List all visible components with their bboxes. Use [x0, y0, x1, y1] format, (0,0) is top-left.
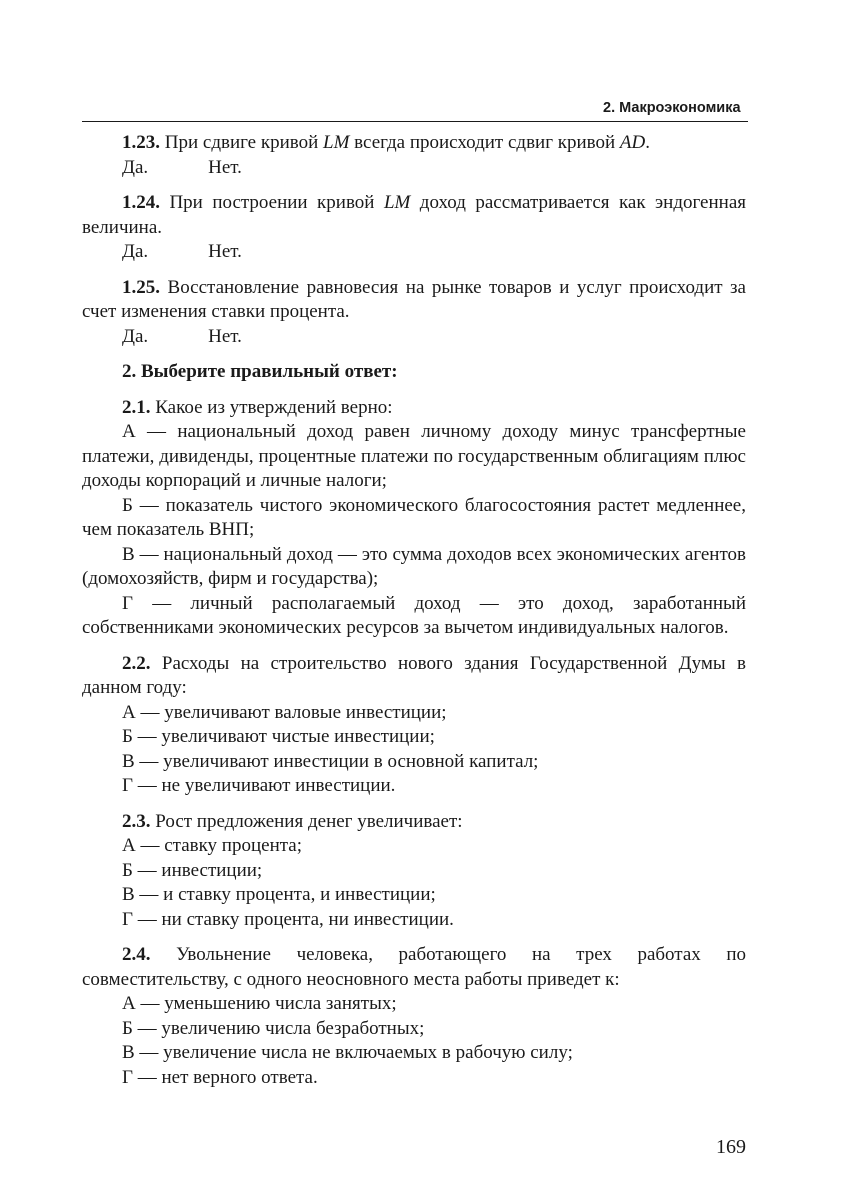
question-text	[82, 652, 746, 701]
question-text	[82, 943, 746, 992]
answer-option: Б — увеличению числа безработных;	[122, 1017, 425, 1039]
answer-option: В — и ставку процента, и инвестиции;	[122, 884, 436, 905]
question-block	[82, 652, 746, 799]
section-title: 2. Выберите правильный ответ:	[122, 361, 398, 382]
answer-choices	[82, 240, 746, 265]
answer-option: Б — инвестиции;	[122, 859, 263, 881]
statement-text	[82, 131, 746, 156]
question-number: 2.3.	[122, 810, 151, 832]
statement-block	[82, 276, 746, 350]
statement-body: При сдвиге кривой LM всегда происходит сдвиг кривой AD.	[160, 132, 650, 153]
question-body: Рост предложения денег увеличивает:	[155, 810, 463, 832]
header-rule	[82, 121, 748, 122]
statement-block	[82, 131, 746, 180]
answer-option: А — национальный доход равен личному доходу минус трансфертные платежи, дивиденды, процентные платежи по государственным облигациям плюс доходы корпораций и личные налоги;	[82, 421, 746, 491]
answer-option: Г — личный располагаемый доход — это доход, заработанный собственниками экономических ресурсов за вычетом индивидуальных налогов.	[82, 592, 746, 638]
answer-option: Б — показатель чистого экономического благосостояния растет медленнее, чем показатель ВНП;	[82, 494, 746, 540]
answer-option: А — ставку процента;	[122, 835, 302, 856]
answer-yes: Да.	[122, 241, 149, 262]
question-body: Расходы на строительство нового здания Государственной Думы в данном году:	[82, 652, 747, 698]
statement-body: Восстановление равновесия на рынке товаров и услуг происходит за счет изменения ставки процента.	[82, 276, 746, 322]
running-head: 2. Макроэкономика	[603, 100, 741, 116]
question-text	[82, 396, 746, 421]
question-block	[82, 810, 746, 933]
answer-option: В — национальный доход — это сумма доходов всех экономических агентов (домохозяйств, фирм и государства);	[82, 543, 746, 589]
page-number: 169	[716, 1136, 746, 1158]
question-block	[82, 943, 746, 1090]
statement-number: 1.25.	[122, 276, 160, 298]
answer-choices	[82, 325, 746, 350]
answer-option: А — увеличивают валовые инвестиции;	[122, 701, 447, 723]
answer-option: В — увеличение числа не включаемых в рабочую силу;	[122, 1042, 573, 1063]
statement-number: 1.23.	[122, 132, 160, 153]
statement-text	[82, 191, 746, 240]
answer-option: Г — нет верного ответа.	[122, 1066, 318, 1088]
answer-yes: Да.	[122, 325, 149, 347]
question-number: 2.2.	[122, 652, 151, 674]
section-block	[82, 360, 746, 385]
answer-choices	[82, 156, 746, 181]
page-body	[82, 131, 746, 1090]
answer-yes: Да.	[122, 156, 149, 178]
statement-number: 1.24.	[122, 192, 160, 213]
question-text	[82, 810, 746, 835]
answer-option: В — увеличивают инвестиции в основной капитал;	[122, 750, 539, 772]
answer-option: Г — не увеличивают инвестиции.	[122, 775, 396, 796]
answer-option: Б — увеличивают чистые инвестиции;	[122, 726, 435, 747]
question-body: Какое из утверждений верно:	[155, 396, 393, 418]
statement-block	[82, 191, 746, 265]
question-number: 2.4.	[122, 944, 151, 965]
question-block	[82, 396, 746, 641]
statement-text	[82, 276, 746, 325]
question-number: 2.1.	[122, 396, 151, 418]
answer-option: А — уменьшению числа занятых;	[122, 993, 397, 1014]
answer-option: Г — ни ставку процента, ни инвестиции.	[122, 908, 454, 930]
answer-no: Нет.	[208, 156, 242, 178]
question-body: Увольнение человека, работающего на трех работах по совместительству, с одного неосновного места работы приведет к:	[82, 944, 746, 990]
answer-no: Нет.	[208, 241, 242, 262]
answer-no: Нет.	[208, 325, 242, 347]
statement-body: При построении кривой LM доход рассматривается как эндогенная величина.	[82, 192, 746, 238]
